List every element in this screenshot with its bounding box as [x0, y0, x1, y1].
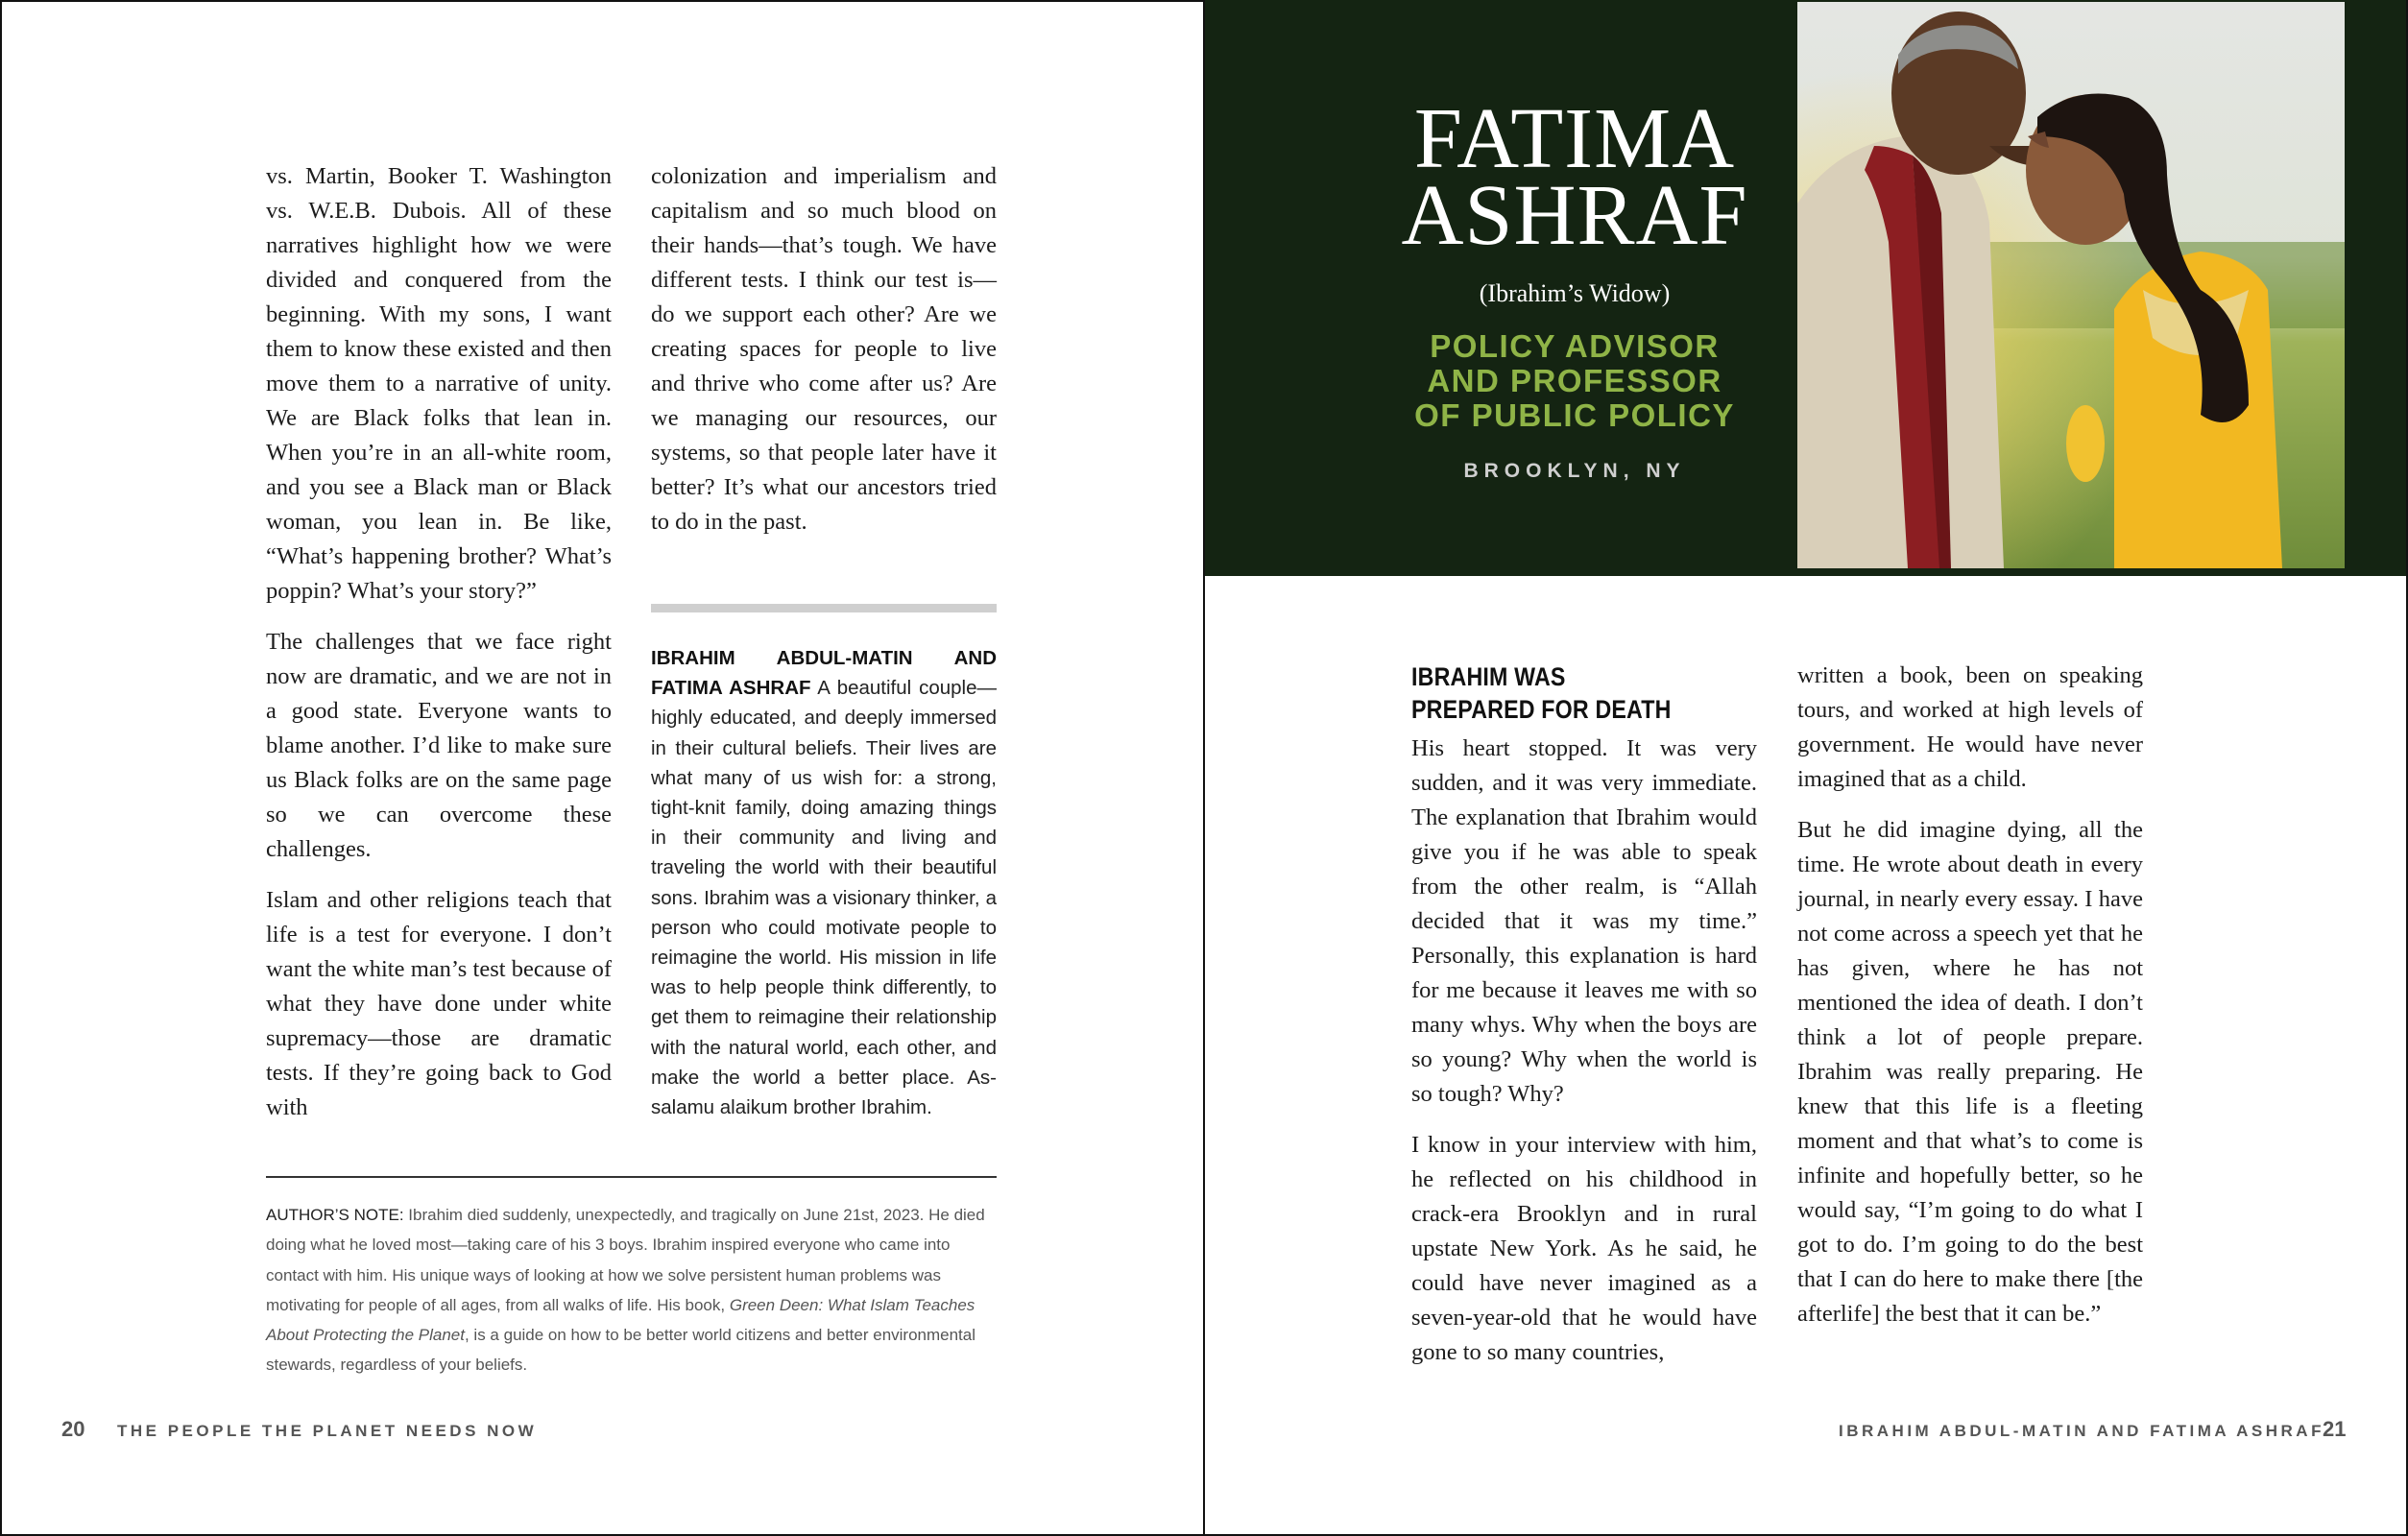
authors-note-divider	[266, 1176, 997, 1178]
couple-photo	[1797, 2, 2345, 568]
couple-photo-illustration	[1797, 2, 2345, 568]
left-col1-paragraph: Islam and other religions teach that life is a test for everyone. I don’t want the white man’s test because of what they have done under white supremacy—those are dramatic tests. If they’re going back to God with	[266, 887, 612, 1120]
authors-note-label: AUTHOR’S NOTE:	[266, 1206, 404, 1224]
right-running-footer: IBRAHIM ABDUL-MATIN AND FATIMA ASHRAF	[1839, 1422, 2324, 1440]
right-page-number: 21	[2323, 1417, 2347, 1441]
sidebar-text: A beautiful couple—highly educated, and deeply immersed in their cultural beliefs. Their lives are what many of us wish for: a strong, tight-knit family, doing amazing things in their community and living and traveling the world with their beautiful sons. Ibrahim was a visionary thinker, a person who could motivate people to reimagine the world. His mission in life was to help people think differently, to get them to reimagine their relationship with the natural world, each other, and make the world a better place. As-salamu alaikum brother Ibrahim.	[651, 677, 997, 1119]
book-title: Green Deen: What Islam Teaches About Protecting the Planet	[266, 1295, 975, 1345]
profile-role-line: OF PUBLIC POLICY	[1414, 397, 1735, 433]
profile-location: BROOKLYN, NY	[1463, 460, 1686, 482]
left-page-column-2	[651, 159, 997, 556]
left-page-column-1	[266, 159, 612, 1141]
profile-subtitle: (Ibrahim’s Widow)	[1479, 279, 1671, 307]
sidebar-lead: IBRAHIM ABDUL-MATIN AND FATIMA ASHRAF	[651, 647, 997, 700]
profile-name-line-2: ASHRAF	[1401, 168, 1748, 263]
left-page-number: 20	[61, 1417, 85, 1441]
tribute-sidebar	[651, 643, 997, 1122]
authors-note-text-end: , is a guide on how to be better world citizens and better environmental stewards, regardless of your beliefs.	[266, 1326, 976, 1375]
authors-note	[266, 1200, 997, 1380]
left-col2-paragraph: colonization and imperialism and capitalism and so much blood on their hands—that’s tough. We have different tests. I think our test is—do we support each other? Are we creating spaces for people to live and thrive who come after us? Are we managing our resources, our systems, so that people later have it better? It’s what our ancestors tried to do in the past.	[651, 163, 997, 535]
section-heading	[1411, 660, 1709, 726]
section-heading-line: PREPARED FOR DEATH	[1411, 695, 1672, 724]
profile-role-line: AND PROFESSOR	[1427, 363, 1722, 398]
left-running-footer: THE PEOPLE THE PLANET NEEDS NOW	[117, 1422, 538, 1440]
sidebar-divider	[651, 604, 997, 612]
left-col1-paragraph: vs. Martin, Booker T. Washington vs. W.E.B. Dubois. All of these narratives highlight how we were divided and conquered from the beginning. With my sons, I want them to know these existed and then move them to a narrative of unity. We are Black folks that lean in. When you’re in an all-white room, and you see a Black man or Black woman, you lean in. Be like, “What’s happening brother? What’s poppin? What’s your story?”	[266, 163, 612, 604]
left-col1-paragraph: The challenges that we face right now are dramatic, and we are not in a good state. Everyone wants to blame another. I’d like to make sure us Black folks are on the same page so we can overcome these challenges.	[266, 629, 612, 862]
right-col2-paragraph: written a book, been on speaking tours, and worked at high levels of government. He would have never imagined that as a child.	[1797, 662, 2143, 792]
right-col1-paragraph: I know in your interview with him, he reflected on his childhood in crack-era Brooklyn and in rural upstate New York. As he said, he could have never imagined as a seven-year-old that he would have gone to so many countries,	[1411, 1132, 1757, 1365]
right-col1-paragraph: His heart stopped. It was very sudden, and it was very immediate. The explanation that Ibrahim would give you if he was able to speak from the other realm, is “Allah decided that it was my time.” Personally, this explanation is hard for me because it leaves me with so many whys. Why when the boys are so young? Why when the world is so tough? Why?	[1411, 735, 1757, 1107]
right-col2-paragraph: But he did imagine dying, all the time. He wrote about death in every journal, in nearly every essay. I have not come across a speech yet that he has given, where he has not mentioned the idea of death. I don’t think a lot of people prepare. Ibrahim was really preparing. He knew that this life is a fleeting moment and that what’s to come is infinite and hopefully better, so he would say, “I’m going to do what I got to do. I’m going to do the best that I can do here to make there [the afterlife] the best that it can be.”	[1797, 817, 2143, 1327]
profile-role-line: POLICY ADVISOR	[1430, 328, 1720, 364]
profile-name-line-1: FATIMA	[1413, 91, 1736, 186]
right-page-column-2	[1797, 659, 2143, 1348]
authors-note-text: Ibrahim died suddenly, unexpectedly, and tragically on June 21st, 2023. He died doing what he loved most—taking care of his 3 boys. Ibrahim inspired everyone who came into contact with him. His unique ways of looking at how we solve persistent human problems was motivating for people of all ages, from all walks of life. His book,	[266, 1206, 985, 1314]
right-page-column-1	[1411, 660, 1757, 1386]
section-heading-line: IBRAHIM WAS	[1411, 662, 1566, 691]
